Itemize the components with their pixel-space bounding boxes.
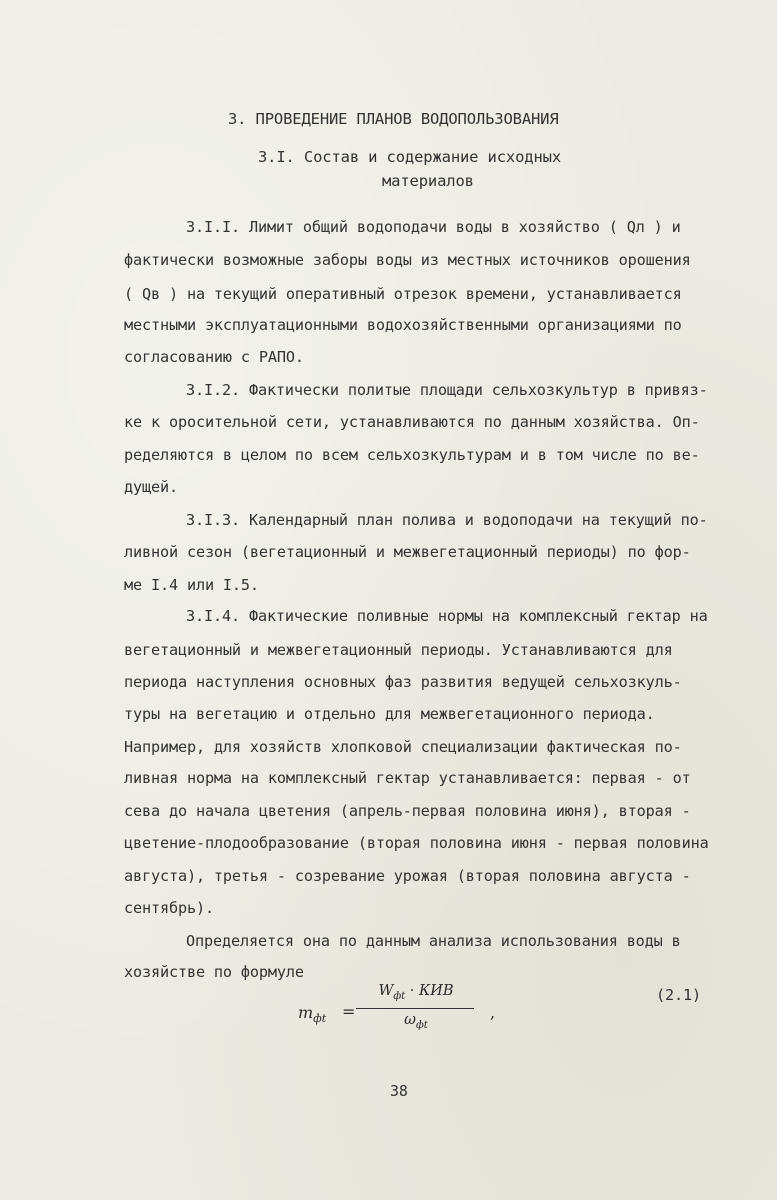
text-line: согласованию с РАПО. bbox=[124, 348, 304, 366]
text-line: периода наступления основных фаз развития ведущей сельхозкуль- bbox=[124, 673, 682, 691]
text-line: ме I.4 или I.5. bbox=[124, 576, 259, 594]
text-line: фактически возможные заборы воды из местных источников орошения bbox=[124, 251, 691, 269]
text-line: Например, для хозяйств хлопковой специализации фактическая по- bbox=[124, 738, 682, 756]
text-line: вегетационный и межвегетационный периоды. Устанавливаются для bbox=[124, 641, 673, 659]
text-line: цветение-плодообразование (вторая половина июня - первая половина bbox=[124, 834, 709, 852]
formula-equals: = bbox=[342, 1002, 356, 1021]
formula bbox=[298, 977, 508, 1035]
formula-numerator: $W_{фt}$ · КИВ bbox=[378, 983, 454, 1002]
text-line: сентябрь). bbox=[124, 899, 214, 917]
formula-denominator: $\omega_{фt}$ bbox=[404, 1012, 428, 1031]
text-line: ( Qв ) на текущий оперативный отрезок времени, устанавливается bbox=[124, 285, 682, 303]
text-line: хозяйстве по формуле bbox=[124, 963, 304, 981]
text-line: 3.I.2. Фактически политые площади сельхозкультур в привяз- bbox=[186, 381, 708, 399]
section-heading: 3. ПРОВЕДЕНИЕ ПЛАНОВ ВОДОПОЛЬЗОВАНИЯ bbox=[228, 110, 559, 128]
subsection-heading-line2: материалов bbox=[382, 172, 474, 190]
text-line: 3.I.4. Фактические поливные нормы на комплексный гектар на bbox=[186, 607, 708, 625]
subsection-heading-line1: 3.I. Состав и содержание исходных bbox=[258, 148, 561, 166]
text-line: ливной сезон (вегетационный и межвегетационный периоды) по фор- bbox=[124, 543, 691, 561]
text-line: августа), третья - созревание урожая (вторая половина августа - bbox=[124, 867, 691, 885]
text-line: ливная норма на комплексный гектар устанавливается: первая - от bbox=[124, 769, 691, 787]
text-line: ределяются в целом по всем сельхозкультурам и в том числе по ве- bbox=[124, 446, 700, 464]
text-line: ке к оросительной сети, устанавливаются по данным хозяйства. Оп- bbox=[124, 413, 700, 431]
text-line: Определяется она по данным анализа использования воды в bbox=[186, 932, 681, 950]
equation-number: (2.1) bbox=[656, 986, 701, 1004]
text-line: туры на вегетацию и отдельно для межвегетационного периода. bbox=[124, 705, 655, 723]
page-number: 38 bbox=[390, 1082, 408, 1100]
fraction-bar bbox=[356, 1008, 474, 1009]
text-line: дущей. bbox=[124, 478, 178, 496]
text-line: 3.I.3. Календарный план полива и водоподачи на текущий по- bbox=[186, 511, 708, 529]
formula-comma: , bbox=[490, 1003, 496, 1022]
text-line: местными эксплуатационными водохозяйственными организациями по bbox=[124, 316, 682, 334]
formula-lhs: $m_{фt}$ bbox=[298, 1003, 327, 1026]
text-line: сева до начала цветения (апрель-первая половина июня), вторая - bbox=[124, 802, 691, 820]
text-line: 3.I.I. Лимит общий водоподачи воды в хозяйство ( Qл ) и bbox=[186, 218, 681, 236]
